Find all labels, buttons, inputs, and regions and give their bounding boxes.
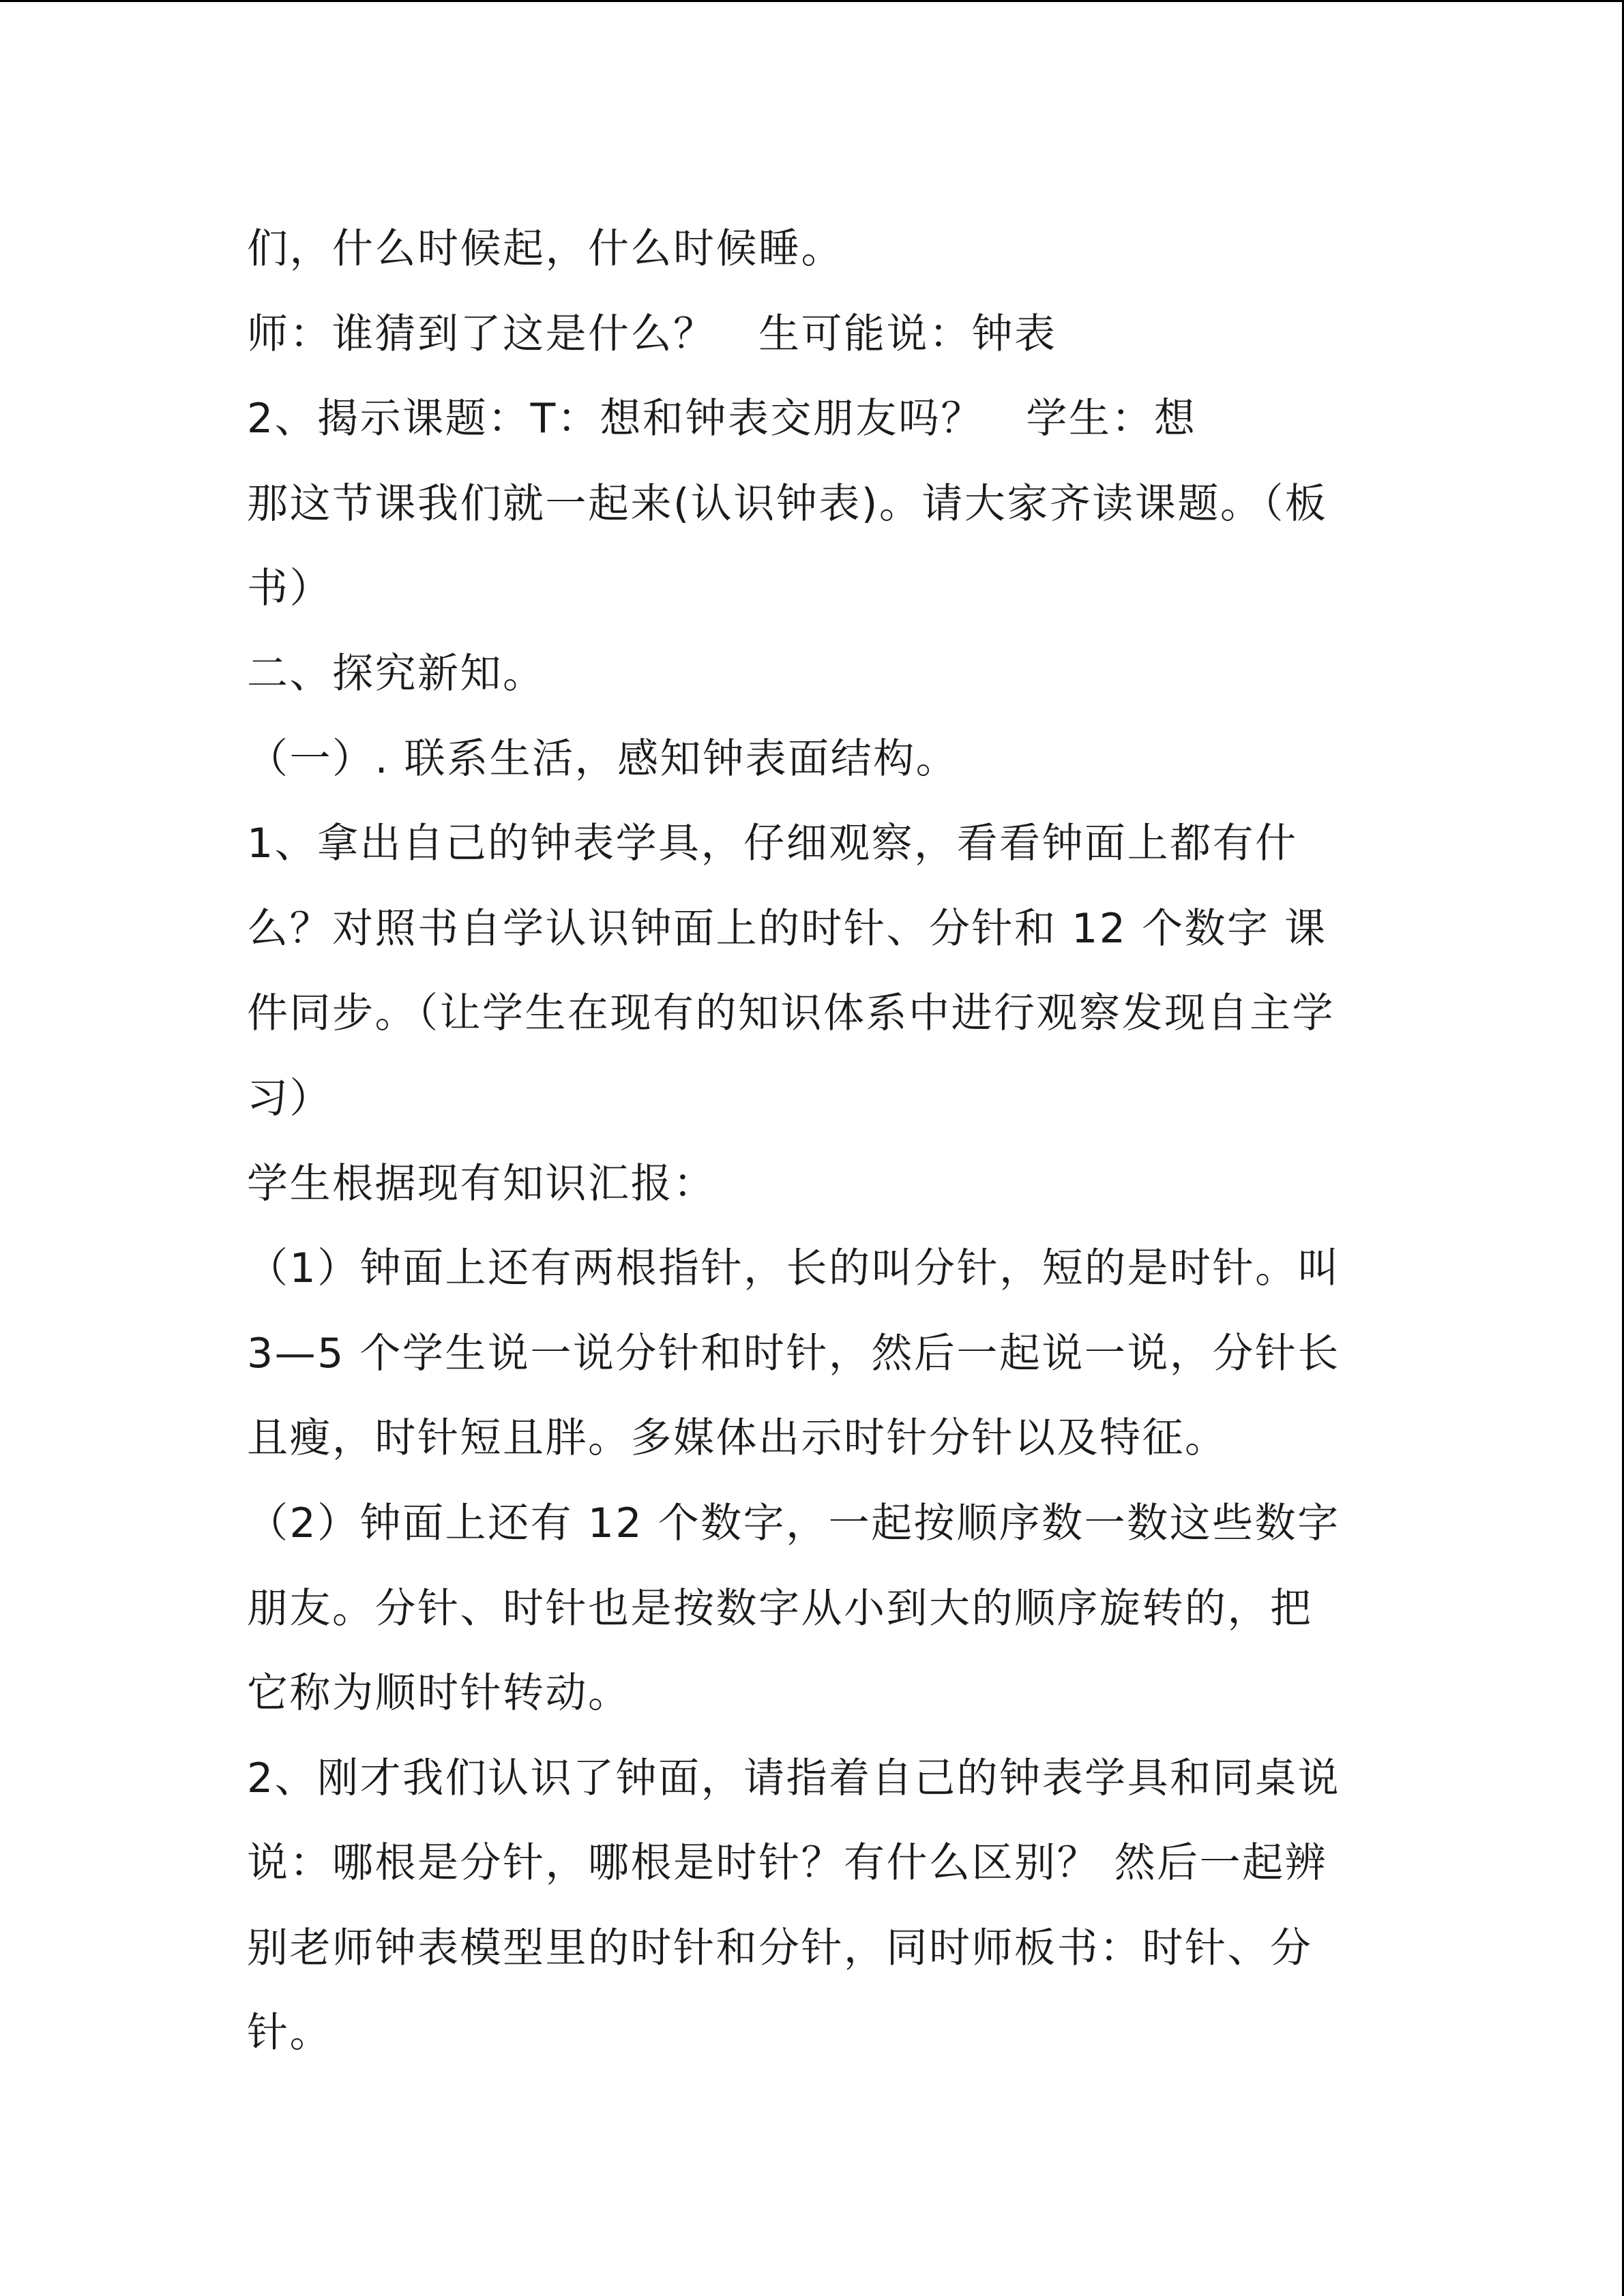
text-line: 2、揭示课题：T：想和钟表交朋友吗？ 学生：想 xyxy=(247,395,1197,443)
section-heading: 二、探究新知。 xyxy=(247,649,546,698)
text-line: 那这节课我们就一起来(认识钟表)。请大家齐读课题。（板 xyxy=(247,479,1328,528)
text-line: 3—5 个学生说一说分针和时针，然后一起说一说，分针长 xyxy=(247,1329,1340,1377)
text-line: 们，什么时候起，什么时候睡。 xyxy=(247,225,844,273)
text-line: （2）钟面上还有 12 个数字，一起按顺序数一数这些数字 xyxy=(247,1499,1340,1547)
text-line: 书） xyxy=(247,565,332,613)
text-line: （1）钟面上还有两根指针，长的叫分针，短的是时针。叫 xyxy=(247,1244,1341,1293)
text-line: 别老师钟表模型里的时针和分针，同时师板书：时针、分 xyxy=(247,1924,1313,1972)
text-line: 针。 xyxy=(247,2009,332,2057)
subsection-heading: （一）. 联系生活，感知钟表面结构。 xyxy=(247,734,959,783)
text-line: 1、拿出自己的钟表学具，仔细观察，看看钟面上都有什 xyxy=(247,820,1298,868)
text-line: 说：哪根是分针，哪根是时针？有什么区别？ 然后一起辨 xyxy=(247,1839,1328,1888)
text-line: 朋友。分针、时针也是按数字从小到大的顺序旋转的，把 xyxy=(247,1584,1313,1632)
text-line: 师：谁猜到了这是什么？ 生可能说：钟表 xyxy=(247,310,1057,358)
text-line: 且瘦，时针短且胖。多媒体出示时针分针以及特征。 xyxy=(247,1414,1228,1463)
document-body xyxy=(247,207,1379,2076)
text-line: 件同步。（让学生在现有的知识体系中进行观察发现自主学 xyxy=(247,989,1335,1038)
text-line: 习） xyxy=(247,1074,332,1122)
text-line: 么？对照书自学认识钟面上的时针、分针和 12 个数字 课 xyxy=(247,904,1327,953)
text-line: 2、刚才我们认识了钟面，请指着自己的钟表学具和同桌说 xyxy=(247,1754,1341,1802)
text-line: 学生根据现有知识汇报： xyxy=(247,1159,716,1208)
text-line: 它称为顺时针转动。 xyxy=(247,1669,631,1718)
